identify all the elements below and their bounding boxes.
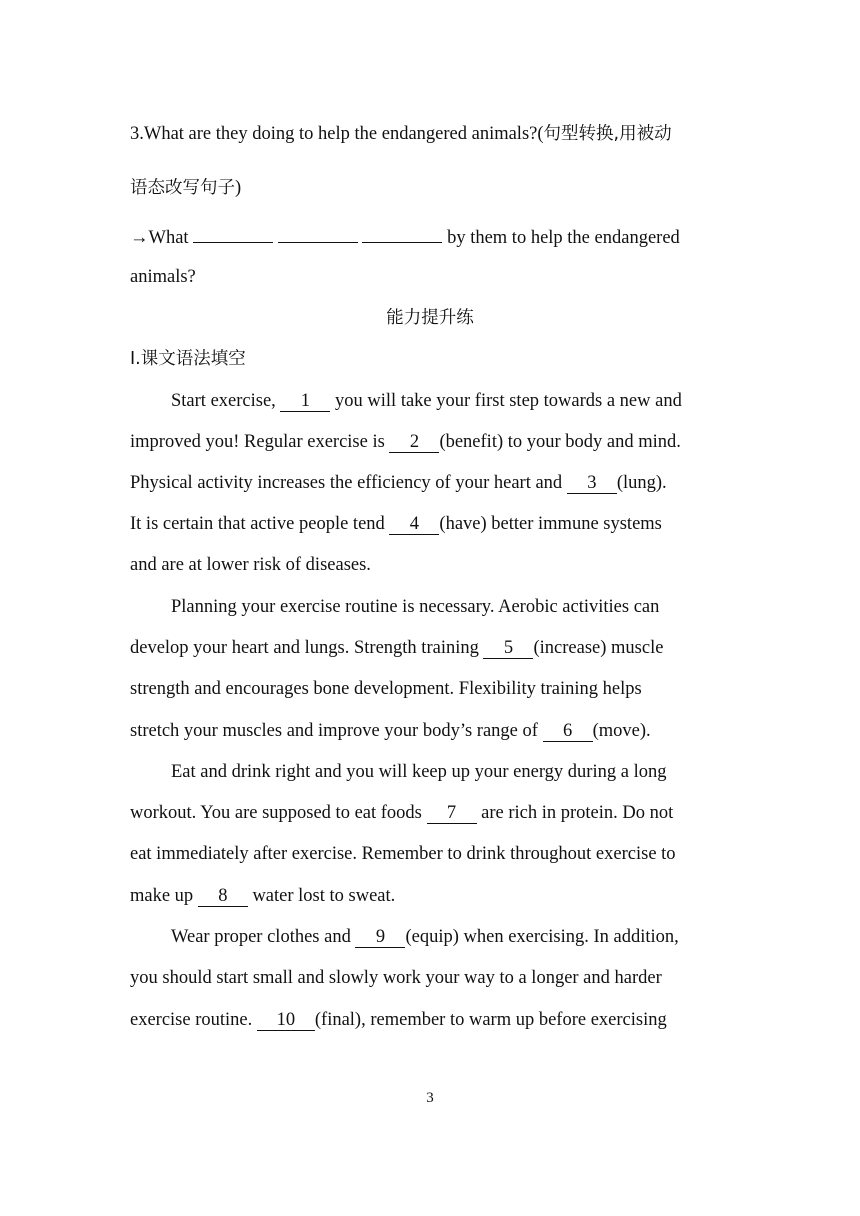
blank-8[interactable]: 8	[198, 886, 248, 907]
question-3-line-1	[130, 122, 672, 146]
section-title: 能力提升练	[386, 308, 474, 328]
text-run: are rich in protein. Do not	[476, 803, 674, 823]
passage-line: Planning your exercise routine is necessary. Aerobic activities can	[171, 597, 660, 617]
passage-line	[171, 389, 682, 413]
question-3-line-2	[130, 176, 241, 200]
question-3-end: animals?	[130, 267, 196, 287]
arrow-what: →What	[130, 228, 189, 248]
text-run: (benefit) to your body and mind.	[439, 432, 681, 452]
page-number: 3	[426, 1090, 434, 1106]
text-run: develop your heart and lungs. Strength training	[130, 638, 484, 658]
blank-9[interactable]: 9	[355, 927, 405, 948]
question-3-line-4	[130, 265, 196, 289]
answer-blank-1[interactable]	[193, 224, 273, 243]
close-paren: )	[235, 178, 242, 198]
question-3-rest: by them to help the endangered	[447, 228, 680, 248]
blank-4[interactable]: 4	[389, 514, 439, 535]
text-run: (lung).	[616, 473, 667, 493]
passage-line	[130, 636, 663, 660]
text-run: Start exercise,	[171, 391, 281, 411]
text-run: make up	[130, 886, 198, 906]
question-3-instruction-cont: 语态改写句子	[130, 178, 235, 198]
text-run: Wear proper clothes and	[171, 927, 356, 947]
text-run: Physical activity increases the efficiency of your heart and	[130, 473, 567, 493]
part-label: 课文语法填空	[140, 349, 246, 369]
passage-line: eat immediately after exercise. Remember to drink throughout exercise to	[130, 844, 676, 864]
passage-line: Eat and drink right and you will keep up your energy during a long	[171, 762, 667, 782]
part-heading	[130, 347, 246, 371]
passage-line	[130, 430, 681, 454]
blank-5[interactable]: 5	[483, 638, 533, 659]
part-numeral: Ⅰ.	[130, 349, 141, 369]
passage-line	[130, 512, 662, 536]
text-run: stretch your muscles and improve your body’s range of	[130, 721, 543, 741]
blank-3[interactable]: 3	[567, 473, 617, 494]
passage-line: strength and encourages bone development. Flexibility training helps	[130, 679, 642, 699]
text-run: (have) better immune systems	[439, 514, 662, 534]
answer-blank-3[interactable]	[362, 224, 442, 243]
question-3-answer-line	[130, 224, 680, 250]
question-3-instruction: 句型转换,用被动	[543, 124, 672, 144]
text-run: water lost to sweat.	[247, 886, 396, 906]
blank-1[interactable]: 1	[280, 391, 330, 412]
text-run: improved you! Regular exercise is	[130, 432, 390, 452]
answer-blank-2[interactable]	[278, 224, 358, 243]
passage-line	[130, 471, 667, 495]
text-run: you will take your first step towards a new and	[330, 391, 682, 411]
text-run: exercise routine.	[130, 1010, 257, 1030]
blank-2[interactable]: 2	[389, 432, 439, 453]
blank-10[interactable]: 10	[257, 1010, 315, 1031]
passage-line	[171, 925, 679, 949]
passage-line: you should start small and slowly work your way to a longer and harder	[130, 968, 662, 988]
blank-7[interactable]: 7	[427, 803, 477, 824]
blank-6[interactable]: 6	[543, 721, 593, 742]
text-run: (final), remember to warm up before exercising	[314, 1010, 667, 1030]
text-run: workout. You are supposed to eat foods	[130, 803, 427, 823]
text-run: (move).	[592, 721, 651, 741]
passage-line	[130, 1008, 667, 1032]
passage-line	[130, 884, 395, 908]
text-run: (increase) muscle	[533, 638, 664, 658]
text-run: (equip) when exercising. In addition,	[405, 927, 679, 947]
passage-line	[130, 719, 651, 743]
passage-line: and are at lower risk of diseases.	[130, 555, 371, 575]
passage-line	[130, 801, 673, 825]
question-3-text: 3.What are they doing to help the endangered animals?(	[130, 124, 544, 144]
text-run: It is certain that active people tend	[130, 514, 390, 534]
